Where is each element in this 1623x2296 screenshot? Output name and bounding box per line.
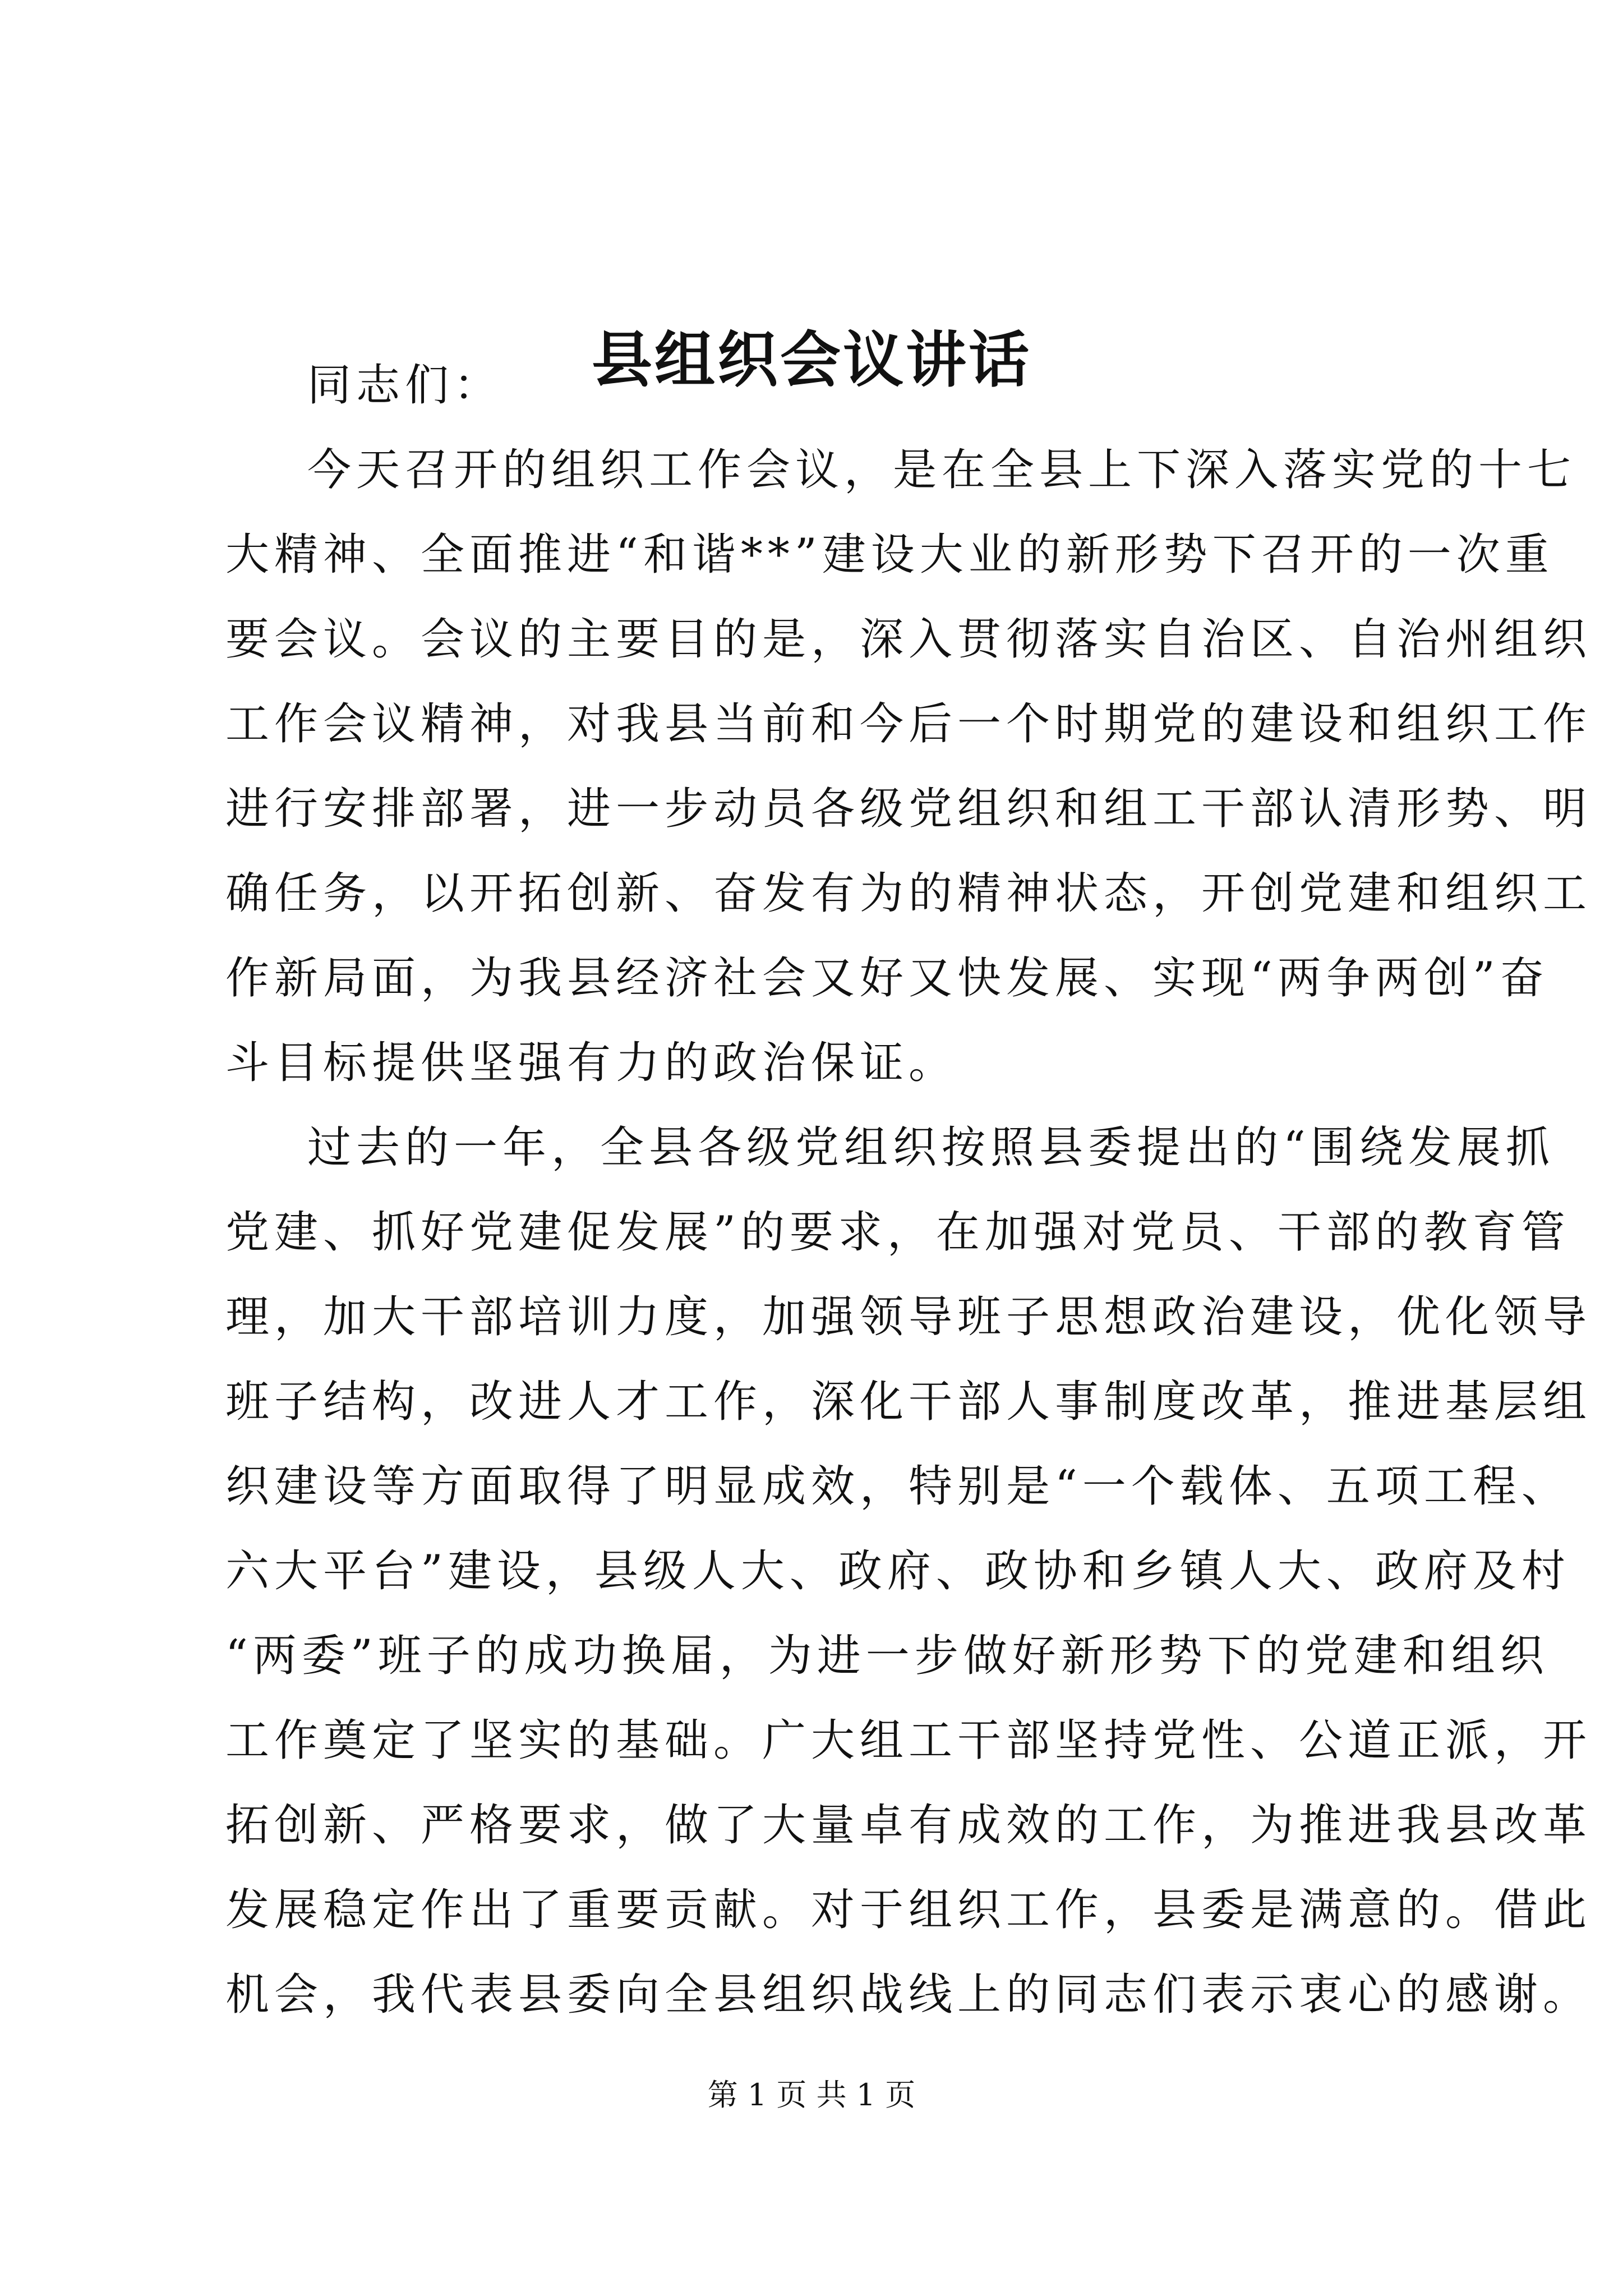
- salutation: 同志们：: [307, 360, 503, 411]
- text-line: 党建、抓好党建促发展”的要求，在加强对党员、干部的教育管: [225, 1207, 1570, 1258]
- text-line: 工作奠定了坚实的基础。广大组工干部坚持党性、公道正派，开: [225, 1715, 1592, 1766]
- text-line: 发展稳定作出了重要贡献。对于组织工作，县委是满意的。借此: [225, 1885, 1592, 1935]
- text-line: 机会，我代表县委向全县组织战线上的同志们表示衷心的感谢。: [225, 1970, 1592, 2020]
- document-title: 县组织会议讲话: [591, 325, 1031, 396]
- text-line: 进行安排部署，进一步动员各级党组织和组工干部认清形势、明: [225, 784, 1592, 834]
- paragraph-meeting-purpose: [225, 428, 1592, 1106]
- text-line: 斗目标提供坚强有力的政治保证。: [225, 1038, 958, 1088]
- text-line: 理，加大干部培训力度，加强领导班子思想政治建设，优化领导: [225, 1292, 1592, 1342]
- text-line: 织建设等方面取得了明显成效，特别是“一个载体、五项工程、: [225, 1461, 1570, 1512]
- document-body: [225, 343, 1592, 2037]
- text-line: 作新局面，为我县经济社会又好又快发展、实现“两争两创”奋: [225, 953, 1549, 1004]
- text-line: 班子结构，改进人才工作，深化干部人事制度改革，推进基层组: [225, 1377, 1592, 1427]
- page-number-footer: 第 1 页 共 1 页: [707, 2077, 916, 2113]
- text-line: 六大平台”建设，县级人大、政府、政协和乡镇人大、政府及村: [225, 1546, 1570, 1596]
- text-line: 过去的一年，全县各级党组织按照县委提出的“围绕发展抓: [307, 1122, 1555, 1173]
- paragraph-past-year-review: [225, 1106, 1592, 2037]
- text-line: 今天召开的组织工作会议，是在全县上下深入落实党的十七: [307, 445, 1576, 495]
- text-line: 要会议。会议的主要目的是，深入贯彻落实自治区、自治州组织: [225, 614, 1592, 665]
- text-line: 拓创新、严格要求，做了大量卓有成效的工作，为推进我县改革: [225, 1800, 1592, 1851]
- text-line: 大精神、全面推进“和谐**”建设大业的新形势下召开的一次重: [225, 530, 1554, 580]
- text-line: 工作会议精神，对我县当前和今后一个时期党的建设和组织工作: [225, 699, 1592, 749]
- text-line: “两委”班子的成功换届，为进一步做好新形势下的党建和组织: [225, 1631, 1549, 1681]
- text-line: 确任务，以开拓创新、奋发有为的精神状态，开创党建和组织工: [225, 868, 1592, 919]
